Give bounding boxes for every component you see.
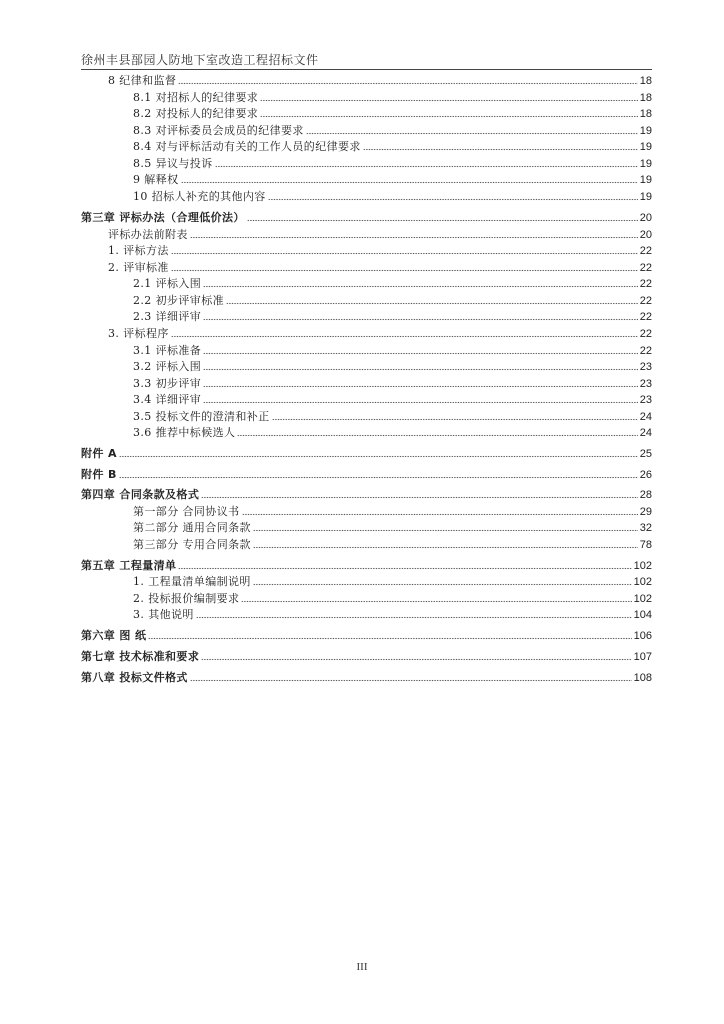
toc-entry-page: 22 xyxy=(639,328,652,340)
toc-entry[interactable] xyxy=(133,606,652,622)
toc-entry-title: 9 解释权 xyxy=(133,173,179,186)
toc-entry-page: 22 xyxy=(639,278,652,290)
dot-leader xyxy=(190,236,638,239)
dot-leader xyxy=(178,567,631,570)
toc-entry-page: 102 xyxy=(633,593,652,605)
toc-entry-title: 1. 工程量清单编制说明 xyxy=(133,575,251,588)
dot-leader xyxy=(237,434,637,437)
toc-entry[interactable] xyxy=(133,375,652,391)
toc-entry-title: 附件 A xyxy=(81,447,117,460)
toc-entry-title: 8.5 异议与投诉 xyxy=(133,157,213,170)
dot-leader xyxy=(260,99,638,102)
dot-leader xyxy=(363,148,638,151)
toc-entry-title: 8.2 对投标人的纪律要求 xyxy=(133,107,259,120)
toc-chapter-entry[interactable] xyxy=(81,557,652,573)
toc-entry[interactable] xyxy=(133,188,652,204)
toc-entry-page: 18 xyxy=(639,92,652,104)
toc-entry-title: 8.1 对招标人的纪律要求 xyxy=(133,91,259,104)
toc-entry-page: 22 xyxy=(639,262,652,274)
toc-entry[interactable] xyxy=(133,138,652,154)
toc-entry-page: 23 xyxy=(639,361,652,373)
toc-entry-title: 2.1 评标入围 xyxy=(133,277,202,290)
toc-entry-page: 78 xyxy=(639,539,652,551)
dot-leader xyxy=(190,679,632,682)
toc-entry-title: 第七章 技术标准和要求 xyxy=(81,650,200,663)
dot-leader xyxy=(181,181,638,184)
toc-entry-title: 8 纪律和监督 xyxy=(108,74,177,87)
dot-leader xyxy=(201,496,638,499)
toc-entry[interactable] xyxy=(133,391,652,407)
toc-chapter-entry[interactable] xyxy=(81,466,652,482)
toc-entry-page: 107 xyxy=(633,651,652,663)
dot-leader xyxy=(171,252,638,255)
toc-entry[interactable] xyxy=(133,342,652,358)
toc-chapter-entry[interactable] xyxy=(81,648,652,664)
document-title: 徐州丰县郚园人防地下室改造工程招标文件 xyxy=(81,53,319,67)
toc-entry-title: 8.4 对与评标活动有关的工作人员的纪律要求 xyxy=(133,140,361,153)
toc-entry-page: 19 xyxy=(639,125,652,137)
toc-entry-page: 19 xyxy=(639,174,652,186)
toc-entry[interactable] xyxy=(133,155,652,171)
toc-entry[interactable] xyxy=(133,408,652,424)
toc-entry-page: 24 xyxy=(639,411,652,423)
dot-leader xyxy=(203,285,638,288)
toc-entry-title: 10 招标人补充的其他内容 xyxy=(133,190,266,203)
toc-entry-title: 3.6 推荐中标候选人 xyxy=(133,426,236,439)
toc-entry-title: 第五章 工程量清单 xyxy=(81,559,177,572)
dot-leader xyxy=(247,219,638,222)
toc-entry[interactable] xyxy=(133,424,652,440)
dot-leader xyxy=(203,352,638,355)
dot-leader xyxy=(119,476,638,479)
toc-entry-title: 第六章 图 纸 xyxy=(81,629,147,642)
toc-entry-page: 102 xyxy=(633,576,652,588)
toc-entry-title: 第三章 评标办法（合理低价法） xyxy=(81,211,245,224)
toc-entry[interactable] xyxy=(133,536,652,552)
toc-chapter-entry[interactable] xyxy=(81,445,652,461)
toc-entry-page: 22 xyxy=(639,311,652,323)
dot-leader xyxy=(242,513,638,516)
toc-entry[interactable] xyxy=(133,573,652,589)
dot-leader xyxy=(178,82,637,85)
dot-leader xyxy=(253,546,638,549)
dot-leader xyxy=(253,583,632,586)
dot-leader xyxy=(119,455,638,458)
dot-leader xyxy=(203,318,638,321)
dot-leader xyxy=(272,418,638,421)
toc-entry-page: 106 xyxy=(633,630,652,642)
toc-entry-title: 3. 其他说明 xyxy=(133,608,194,621)
toc-entry[interactable] xyxy=(133,308,652,324)
toc-entry-page: 20 xyxy=(639,212,652,224)
toc-entry-page: 23 xyxy=(639,378,652,390)
toc-entry-title: 第二部分 通用合同条款 xyxy=(133,521,251,534)
dot-leader xyxy=(306,132,638,135)
toc-entry-page: 19 xyxy=(639,191,652,203)
toc-entry-page: 32 xyxy=(639,522,652,534)
toc-entry[interactable] xyxy=(133,105,652,121)
toc-entry-page: 24 xyxy=(639,427,652,439)
toc-entry-title: 3.3 初步评审 xyxy=(133,377,202,390)
toc-entry-title: 3.4 详细评审 xyxy=(133,393,202,406)
page-number: III xyxy=(356,961,368,973)
toc-entry[interactable] xyxy=(133,590,652,606)
toc-entry-page: 22 xyxy=(639,295,652,307)
dot-leader xyxy=(253,529,638,532)
dot-leader xyxy=(196,616,632,619)
toc-entry-page: 19 xyxy=(639,158,652,170)
toc-entry-page: 18 xyxy=(639,75,652,87)
toc-entry-page: 108 xyxy=(633,672,652,684)
toc-entry-page: 26 xyxy=(639,469,652,481)
toc-entry-page: 22 xyxy=(639,345,652,357)
toc-entry-title: 第三部分 专用合同条款 xyxy=(133,538,251,551)
toc-entry[interactable] xyxy=(108,226,652,242)
toc-entry-page: 23 xyxy=(639,394,652,406)
dot-leader xyxy=(201,658,631,661)
toc-chapter-entry[interactable] xyxy=(81,627,652,643)
toc-entry-title: 8.3 对评标委员会成员的纪律要求 xyxy=(133,124,304,137)
toc-entry[interactable] xyxy=(133,292,652,308)
toc-entry-title: 3.5 投标文件的澄清和补正 xyxy=(133,410,270,423)
toc-entry[interactable] xyxy=(108,72,652,88)
dot-leader xyxy=(203,368,638,371)
dot-leader xyxy=(203,385,638,388)
toc-entry[interactable] xyxy=(133,519,652,535)
toc-entry-page: 102 xyxy=(633,560,652,572)
dot-leader xyxy=(148,637,631,640)
toc-entry-title: 2. 评审标准 xyxy=(108,261,169,274)
toc-entry-title: 3.2 评标入围 xyxy=(133,360,202,373)
dot-leader xyxy=(171,269,638,272)
toc-entry-title: 2.2 初步评审标准 xyxy=(133,294,224,307)
dot-leader xyxy=(226,302,638,305)
toc-entry[interactable] xyxy=(108,325,652,341)
toc-entry[interactable] xyxy=(133,89,652,105)
toc-chapter-entry[interactable] xyxy=(81,209,652,225)
running-header xyxy=(81,52,652,70)
dot-leader xyxy=(241,600,631,603)
toc-entry-title: 2.3 详细评审 xyxy=(133,310,202,323)
toc-entry-title: 第四章 合同条款及格式 xyxy=(81,488,200,501)
toc-entry-title: 第一部分 合同协议书 xyxy=(133,505,240,518)
toc-entry-page: 104 xyxy=(633,609,652,621)
toc-entry-page: 20 xyxy=(639,229,652,241)
toc-entry-page: 29 xyxy=(639,506,652,518)
toc-entry[interactable] xyxy=(108,242,652,258)
toc-entry-page: 25 xyxy=(639,448,652,460)
toc-entry-title: 第八章 投标文件格式 xyxy=(81,671,188,684)
toc-entry-page: 22 xyxy=(639,245,652,257)
toc-entry-title: 1. 评标方法 xyxy=(108,244,169,257)
dot-leader xyxy=(215,165,638,168)
toc-entry-title: 2. 投标报价编制要求 xyxy=(133,592,240,605)
toc-entry-page: 19 xyxy=(639,141,652,153)
toc-entry[interactable] xyxy=(133,275,652,291)
toc-entry-page: 18 xyxy=(639,108,652,120)
dot-leader xyxy=(260,115,638,118)
toc-entry[interactable] xyxy=(133,171,652,187)
toc-entry[interactable] xyxy=(133,503,652,519)
toc-entry-title: 评标办法前附表 xyxy=(108,228,188,241)
toc-entry-page: 28 xyxy=(639,489,652,501)
toc-chapter-entry[interactable] xyxy=(81,669,652,685)
toc-entry[interactable] xyxy=(108,259,652,275)
dot-leader xyxy=(171,335,638,338)
toc-entry-title: 3. 评标程序 xyxy=(108,327,169,340)
toc-entry-title: 附件 B xyxy=(81,468,117,481)
toc-entry[interactable] xyxy=(133,122,652,138)
dot-leader xyxy=(268,198,638,201)
toc-entry[interactable] xyxy=(133,358,652,374)
toc-entry-title: 3.1 评标准备 xyxy=(133,344,202,357)
dot-leader xyxy=(203,401,638,404)
toc-chapter-entry[interactable] xyxy=(81,486,652,502)
